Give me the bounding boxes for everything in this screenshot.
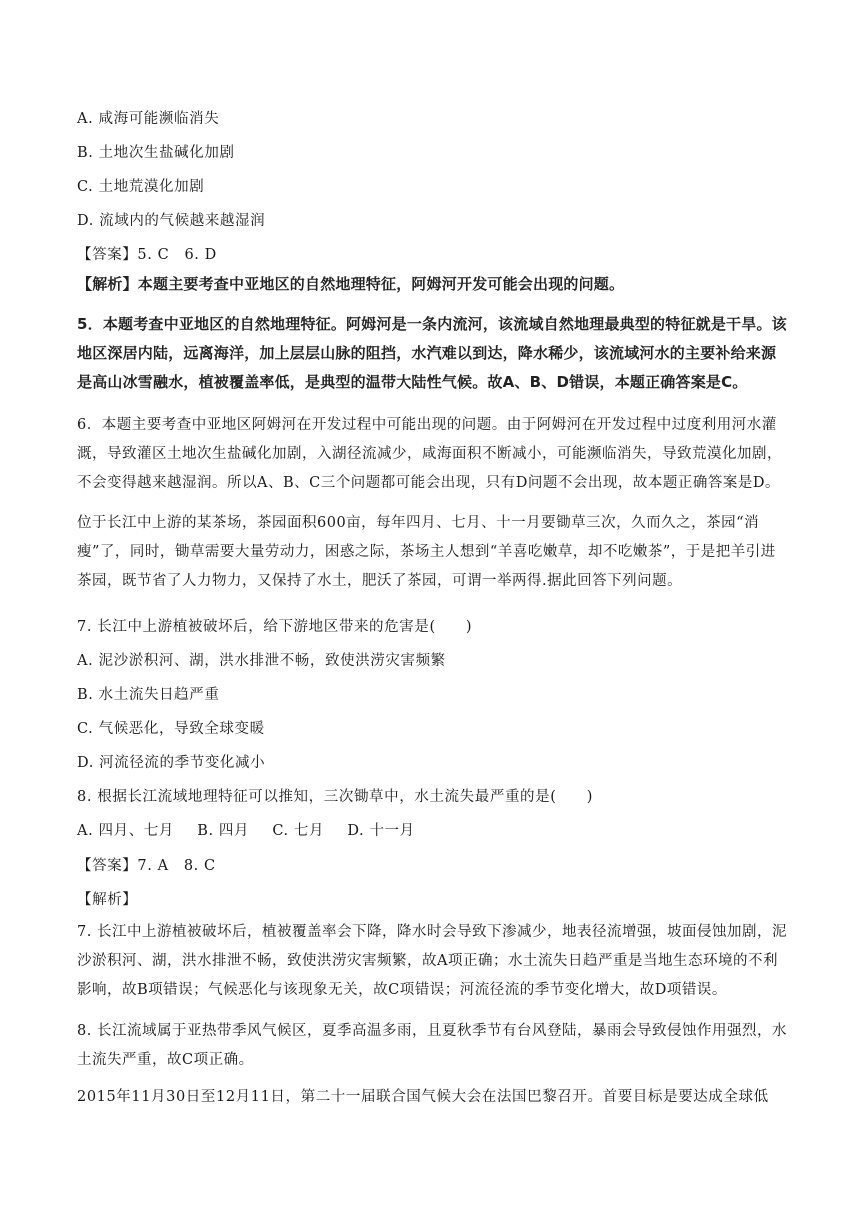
q6-option-a: A. 咸海可能濒临消失 [77,111,220,127]
q8-option-b: B. 四月 [197,823,250,839]
q7-option-c: C. 气候恶化，导致全球变暖 [77,721,265,737]
q6-option-c: C. 土地荒漠化加剧 [77,179,205,195]
material-next: 2015年11月30日至12月11日，第二十一届联合国气候大会在法国巴黎召开。首要目标是要达成全球低 [77,1089,769,1105]
analysis-intro: 【解析】本题主要考查中亚地区的自然地理特征，阿姆河开发可能会出现的问题。 [77,275,625,293]
analysis-label: 【解析】 [77,892,138,908]
q7-option-d: D. 河流径流的季节变化减小 [77,755,266,771]
q8-option-c: C. 七月 [272,823,325,839]
analysis-q8: 8. 长江流域属于亚热带季风气候区，夏季高温多雨，且夏秋季节有台风登陆，暴雨会导致侵蚀作用强烈，水土流失严重，故C项正确。 [77,1023,787,1068]
q6-option-d: D. 流域内的气候越来越湿润 [77,213,266,229]
q8-option-d: D. 十一月 [347,823,415,839]
material-7-8: 位于长江中上游的某茶场，茶园面积600亩，每年四月、七月、十一月要锄草三次，久而久之，茶园“消瘦”了，同时，锄草需要大量劳动力，困惑之际，茶场主人想到“羊喜吃嫩草，却不吃嫩茶”，于是把羊引进茶园，既节省了人力物力，又保持了水土，肥沃了茶园，可谓一举两得.据此回答下列问题。 [77,515,776,589]
q6-option-b: B. 土地次生盐碱化加剧 [77,145,235,161]
analysis-q7: 7. 长江中上游植被破坏后，植被覆盖率会下降，降水时会导致下渗减少，地表径流增强，坡面侵蚀加剧，泥沙淤积河、湖，洪水排泄不畅，致使洪涝灾害频繁，故A项正确；水土流失日趋严重是当地生态环境的不利影响，故B项错误；气候恶化与该现象无关，故C项错误；河流径流的季节变化增大，故D项错误。 [77,924,787,998]
q7-option-b: B. 水土流失日趋严重 [77,687,220,703]
answer-5-6: 【答案】5. C 6. D [77,247,217,263]
answer-7-8: 【答案】7. A 8. C [77,858,216,874]
q7-option-a: A. 泥沙淤积河、湖，洪水排泄不畅，致使洪涝灾害频繁 [77,653,446,669]
analysis-q5: 5．本题考查中亚地区的自然地理特征。阿姆河是一条内流河，该流域自然地理最典型的特征就是干旱。该地区深居内陆，远离海洋，加上层层山脉的阻挡，水汽难以到达，降水稀少，该流域河水的主要补给来源是高山冰雪融水，植被覆盖率低，是典型的温带大陆性气候。故A、B、D错误，本题正确答案是C。 [77,315,787,391]
q7-stem: 7. 长江中上游植被破坏后，给下游地区带来的危害是( ) [77,619,473,635]
analysis-q6: 6．本题主要考查中亚地区阿姆河在开发过程中可能出现的问题。由于阿姆河在开发过程中过度利用河水灌溉，导致灌区土地次生盐碱化加剧，入湖径流减少，咸海面积不断减小，可能濒临消失，导致荒漠化加剧，不会变得越来越湿润。所以A、B、C三个问题都可能会出现，只有D问题不会出现，故本题正确答案是D。 [77,417,782,491]
q8-options [77,821,415,841]
q8-option-a: A. 四月、七月 [77,823,174,839]
q8-stem: 8. 根据长江流域地理特征可以推知，三次锄草中，水土流失最严重的是( ) [77,789,593,805]
